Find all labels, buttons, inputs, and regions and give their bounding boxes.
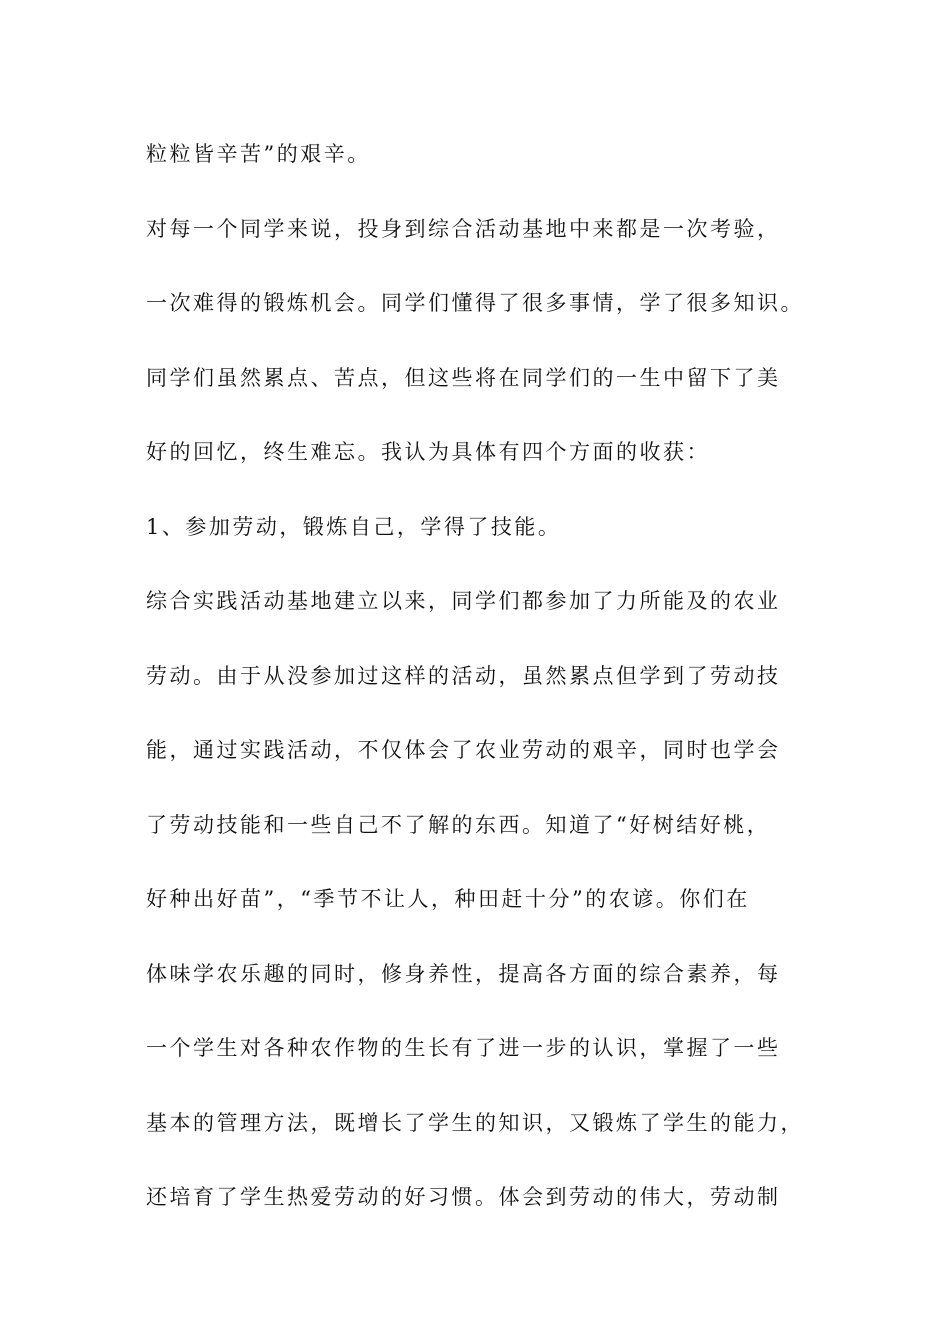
- text-line: 劳动。由于从没参加过这样的活动，虽然累点但学到了劳动技: [146, 663, 781, 688]
- text-line: 了劳动技能和一些自己不了解的东西。知道了“好树结好桃，: [146, 812, 771, 837]
- text-line: 粒粒皆辛苦”的艰辛。: [146, 142, 371, 166]
- section-heading: 1、参加劳动，锻炼自己，学得了技能。: [146, 514, 562, 539]
- text-line: 综合实践活动基地建立以来，同学们都参加了力所能及的农业: [146, 589, 781, 613]
- text-line: 同学们虽然累点、苦点，但这些将在同学们的一生中留下了美: [146, 365, 781, 390]
- text-line: 一次难得的锻炼机会。同学们懂得了很多事情，学了很多知识。: [146, 291, 804, 315]
- text-line: 一个学生对各种农作物的生长有了进一步的认识，掌握了一些: [146, 1036, 781, 1060]
- text-line: 好的回忆，终生难忘。我认为具体有四个方面的收获：: [146, 440, 710, 464]
- text-line: 能，通过实践活动，不仅体会了农业劳动的艰辛，同时也学会: [146, 738, 781, 762]
- text-line: 好种出好苗”，“季节不让人，种田赶十分”的农谚。你们在: [146, 887, 750, 911]
- text-line: 体味学农乐趣的同时，修身养性，提高各方面的综合素养，每: [146, 961, 781, 986]
- document-body: [146, 134, 846, 1252]
- text-line: 还培育了学生热爱劳动的好习惯。体会到劳动的伟大，劳动制: [146, 1185, 781, 1209]
- text-line: 基本的管理方法，既增长了学生的知识，又锻炼了学生的能力，: [146, 1110, 804, 1135]
- text-line: 对每一个同学来说，投身到综合活动基地中来都是一次考验，: [146, 216, 781, 241]
